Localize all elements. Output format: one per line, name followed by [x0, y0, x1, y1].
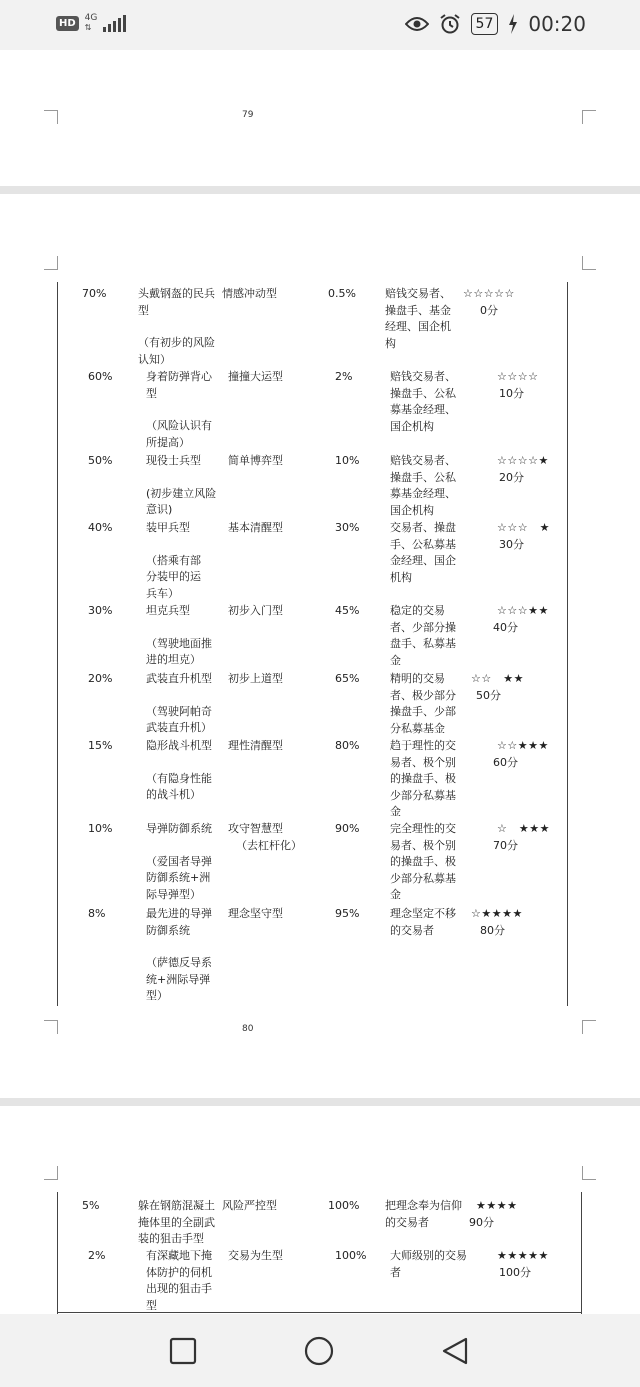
name-note: （有隐身性能的战斗机）: [146, 771, 212, 801]
name-note: （爱国者导弹防御系统+洲际导弹型）: [146, 854, 212, 901]
page-number: 80: [242, 1024, 254, 1034]
clock: 00:20: [528, 12, 586, 36]
cell-type: 风险严控型: [222, 1199, 277, 1212]
page-separator: [0, 1098, 640, 1106]
star-rating: ☆☆ ★★: [471, 672, 524, 685]
cell-name: [146, 453, 218, 519]
name-note: (初步建立风险意识): [146, 486, 217, 516]
cell-percent: 8%: [88, 907, 106, 920]
cell-type: 初步入门型: [228, 604, 283, 617]
cell-type: 基本清醒型: [228, 521, 283, 534]
cell-traders: 赔钱交易者、操盘手、公私募基金经理、国企机构: [390, 454, 456, 517]
star-rating: ☆☆☆ ★: [497, 521, 550, 534]
cell-percent: 10%: [88, 822, 113, 835]
page-number: 79: [242, 110, 254, 120]
star-rating: ☆ ★★★: [497, 822, 550, 835]
name-note: （驾驶阿帕奇武装直升机）: [146, 704, 212, 734]
star-rating: ☆☆★★★: [497, 739, 549, 752]
star-rating: ☆★★★★: [471, 907, 523, 920]
cell-rate: 90%: [335, 822, 360, 835]
name-text: 武装直升机型: [146, 672, 212, 685]
signal-icon: [103, 14, 126, 32]
name-text: 装甲兵型: [146, 521, 190, 534]
crop-mark: [44, 1020, 58, 1034]
cell-percent: 15%: [88, 739, 113, 752]
name-note: （风险认识有所提高）: [146, 419, 212, 449]
name-note: （萨德反导系统+洲际导弹型）: [146, 956, 212, 1002]
charging-icon: [508, 14, 518, 34]
cell-name: [138, 286, 222, 368]
cell-name: [146, 671, 218, 737]
navigation-bar: [0, 1314, 640, 1387]
crop-mark: [582, 1166, 596, 1180]
cell-traders: 赔钱交易者、操盘手、公私募基金经理、国企机构: [390, 370, 456, 433]
cell-percent: 20%: [88, 672, 113, 685]
cell-traders: 完全理性的交易者、极个别的操盘手、极少部分私募基金: [390, 822, 456, 901]
name-note: （搭乘有部分装甲的运兵车）: [146, 553, 201, 600]
type-note: （去杠杆化）: [236, 838, 302, 852]
table-border-bottom: [57, 1312, 582, 1313]
score: 60分: [493, 756, 518, 769]
cell-rate: 65%: [335, 672, 360, 685]
crop-mark: [582, 256, 596, 270]
crop-mark: [44, 110, 58, 124]
battery-level: 57: [471, 13, 499, 35]
cell-percent: 40%: [88, 521, 113, 534]
score: 0分: [480, 304, 498, 317]
name-text: 最先进的导弹防御系统: [146, 907, 212, 937]
star-rating: ★★★★: [476, 1199, 518, 1212]
table-border-right: [567, 282, 568, 1006]
hd-badge: HD: [56, 16, 79, 31]
cell-type: 初步上道型: [228, 672, 283, 685]
score: 100分: [499, 1266, 531, 1279]
cell-rate: 0.5%: [328, 287, 356, 300]
cell-traders: 大师级别的交易者: [390, 1249, 467, 1279]
network-type: [85, 14, 98, 32]
cell-name: 躲在钢筋混凝土掩体里的全副武装的狙击手型: [138, 1199, 215, 1245]
cell-rate: 95%: [335, 907, 360, 920]
cell-percent: 60%: [88, 370, 113, 383]
cell-name: [146, 906, 220, 1005]
table-border-right: [581, 1192, 582, 1314]
cell-name: [146, 603, 216, 669]
table-border-left: [57, 1192, 58, 1314]
name-text: 头戴钢盔的民兵型: [138, 287, 215, 317]
status-right: [405, 12, 586, 36]
cell-type: [228, 821, 320, 854]
score: 80分: [480, 924, 505, 937]
cell-rate: 100%: [328, 1199, 360, 1212]
star-rating: ☆☆☆☆☆: [463, 287, 515, 300]
score: 10分: [499, 387, 524, 400]
page-79: [0, 50, 640, 186]
page-separator: [0, 186, 640, 194]
star-rating: ☆☆☆★★: [497, 604, 549, 617]
cell-traders: 趋于理性的交易者、极个别的操盘手、极少部分私募基金: [390, 739, 456, 818]
score: 50分: [476, 689, 501, 702]
name-note: （驾驶地面推进的坦克）: [146, 636, 212, 666]
cell-rate: 30%: [335, 521, 360, 534]
name-text: 导弹防御系统: [146, 822, 212, 835]
name-text: 现役士兵型: [146, 454, 201, 467]
cell-type: 理念坚守型: [228, 907, 283, 920]
data-arrows-icon: ⇅: [84, 23, 92, 32]
cell-name: [146, 821, 220, 903]
cell-name: [146, 520, 210, 602]
cell-traders: 交易者、操盘手、公私募基金经理、国企机构: [390, 521, 456, 584]
eye-icon: [405, 16, 429, 32]
circle-nav-icon[interactable]: [304, 1336, 334, 1366]
page-80: [0, 194, 640, 1098]
cell-rate: 80%: [335, 739, 360, 752]
cell-name: [146, 738, 220, 804]
cell-name: 有深藏地下掩体防护的伺机出现的狙击手型: [146, 1249, 212, 1312]
square-nav-icon[interactable]: [168, 1336, 198, 1366]
cell-rate: 2%: [335, 370, 353, 383]
cell-traders: 理念坚定不移的交易者: [390, 907, 456, 937]
status-bar: [0, 0, 640, 50]
alarm-icon: [439, 13, 461, 35]
status-left: [56, 14, 126, 32]
cell-type: 撞撞大运型: [228, 370, 283, 383]
name-text: 坦克兵型: [146, 604, 190, 617]
cell-percent: 30%: [88, 604, 113, 617]
crop-mark: [44, 1166, 58, 1180]
back-triangle-icon[interactable]: [440, 1336, 470, 1366]
name-text: 隐形战斗机型: [146, 739, 212, 752]
score: 70分: [493, 839, 518, 852]
cell-traders: 把理念奉为信仰的交易者: [385, 1199, 462, 1229]
cell-traders: 赔钱交易者、操盘手、基金经理、国企机构: [385, 287, 451, 350]
crop-mark: [582, 1020, 596, 1034]
name-text: 身着防弹背心型: [146, 370, 212, 400]
cell-type: 交易为生型: [228, 1249, 283, 1262]
score: 90分: [469, 1216, 494, 1229]
crop-mark: [44, 256, 58, 270]
network-type-label: 4G: [84, 13, 98, 23]
cell-percent: 70%: [82, 287, 107, 300]
crop-mark: [582, 110, 596, 124]
star-rating: ★★★★★: [497, 1249, 549, 1262]
cell-rate: 45%: [335, 604, 360, 617]
score: 40分: [493, 621, 518, 634]
cell-traders: 稳定的交易者、少部分操盘手、私募基金: [390, 604, 456, 667]
cell-rate: 10%: [335, 454, 360, 467]
cell-percent: 2%: [88, 1249, 106, 1262]
score: 30分: [499, 538, 524, 551]
name-note: （有初步的风险认知）: [138, 336, 215, 366]
cell-traders: 精明的交易者、极少部分操盘手、少部分私募基金: [390, 672, 456, 735]
cell-type: 简单博弈型: [228, 454, 283, 467]
type-text: 攻守智慧型: [228, 822, 283, 835]
cell-name: [146, 369, 222, 451]
cell-type: 情感冲动型: [222, 287, 277, 300]
cell-percent: 5%: [82, 1199, 100, 1212]
table-border-left: [57, 282, 58, 1006]
cell-percent: 50%: [88, 454, 113, 467]
cell-rate: 100%: [335, 1249, 367, 1262]
score: 20分: [499, 471, 524, 484]
star-rating: ☆☆☆☆★: [497, 454, 549, 467]
star-rating: ☆☆☆☆: [497, 370, 539, 383]
cell-type: 理性清醒型: [228, 739, 283, 752]
